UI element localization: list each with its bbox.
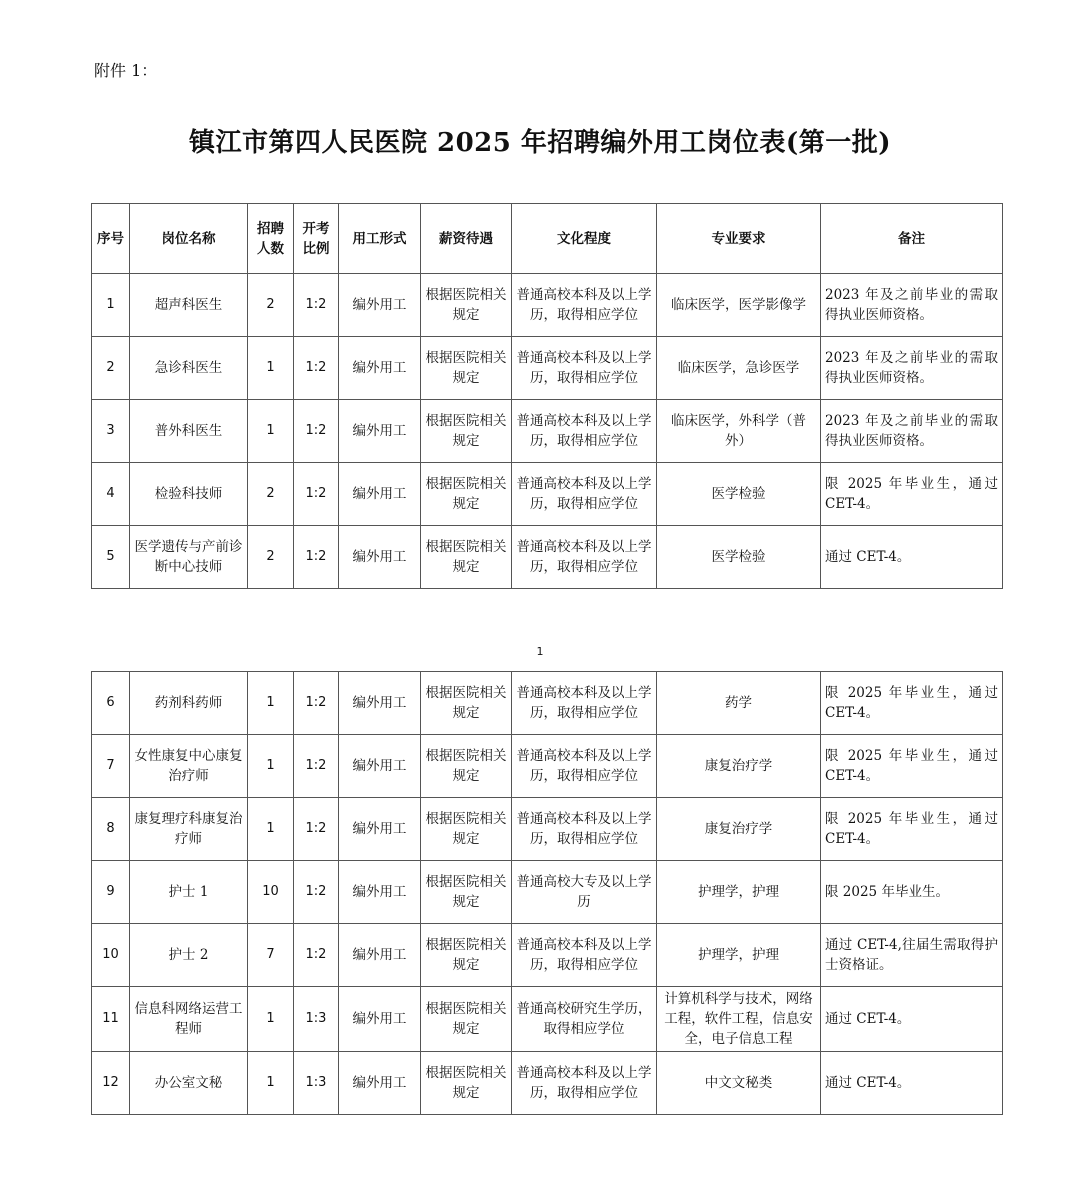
cell-position: 检验科技师	[130, 463, 248, 526]
col-header-notes: 备注	[821, 204, 1003, 274]
cell-employment-form: 编外用工	[339, 924, 421, 987]
cell-employment-form: 编外用工	[339, 1052, 421, 1115]
col-header-education: 文化程度	[512, 204, 657, 274]
cell-ratio: 1:2	[294, 924, 339, 987]
cell-major: 临床医学，外科学（普外）	[657, 400, 821, 463]
cell-no: 9	[92, 861, 130, 924]
table-row	[92, 463, 1003, 526]
table-row	[92, 672, 1003, 735]
cell-ratio: 1:2	[294, 337, 339, 400]
cell-no: 12	[92, 1052, 130, 1115]
cell-count: 1	[248, 337, 294, 400]
cell-count: 1	[248, 1052, 294, 1115]
cell-education: 普通高校本科及以上学历，取得相应学位	[512, 924, 657, 987]
cell-major: 医学检验	[657, 463, 821, 526]
col-header-salary: 薪资待遇	[421, 204, 512, 274]
cell-position: 护士 2	[130, 924, 248, 987]
cell-count: 1	[248, 798, 294, 861]
cell-employment-form: 编外用工	[339, 463, 421, 526]
cell-no: 3	[92, 400, 130, 463]
cell-employment-form: 编外用工	[339, 735, 421, 798]
cell-no: 5	[92, 526, 130, 589]
cell-notes: 限 2025 年毕业生。	[821, 861, 1003, 924]
cell-no: 7	[92, 735, 130, 798]
cell-major: 临床医学，医学影像学	[657, 274, 821, 337]
cell-salary: 根据医院相关规定	[421, 400, 512, 463]
cell-ratio: 1:2	[294, 526, 339, 589]
cell-position: 普外科医生	[130, 400, 248, 463]
cell-employment-form: 编外用工	[339, 861, 421, 924]
col-header-ratio: 开考比例	[294, 204, 339, 274]
cell-education: 普通高校本科及以上学历，取得相应学位	[512, 735, 657, 798]
cell-ratio: 1:2	[294, 798, 339, 861]
cell-education: 普通高校本科及以上学历，取得相应学位	[512, 400, 657, 463]
col-header-count: 招聘人数	[248, 204, 294, 274]
table-row	[92, 987, 1003, 1052]
cell-notes: 通过 CET-4,往届生需取得护士资格证。	[821, 924, 1003, 987]
table-row	[92, 337, 1003, 400]
cell-education: 普通高校大专及以上学历	[512, 861, 657, 924]
cell-count: 10	[248, 861, 294, 924]
cell-employment-form: 编外用工	[339, 798, 421, 861]
cell-no: 8	[92, 798, 130, 861]
cell-education: 普通高校本科及以上学历，取得相应学位	[512, 463, 657, 526]
col-header-employment-form: 用工形式	[339, 204, 421, 274]
cell-ratio: 1:2	[294, 735, 339, 798]
attachment-label: 附件 1：	[94, 61, 158, 80]
table-row	[92, 274, 1003, 337]
cell-salary: 根据医院相关规定	[421, 798, 512, 861]
cell-ratio: 1:2	[294, 463, 339, 526]
cell-major: 计算机科学与技术，网络工程，软件工程，信息安全，电子信息工程	[657, 987, 821, 1052]
cell-ratio: 1:2	[294, 400, 339, 463]
cell-count: 1	[248, 400, 294, 463]
cell-salary: 根据医院相关规定	[421, 735, 512, 798]
cell-employment-form: 编外用工	[339, 274, 421, 337]
cell-salary: 根据医院相关规定	[421, 861, 512, 924]
cell-ratio: 1:3	[294, 987, 339, 1052]
table-row	[92, 798, 1003, 861]
cell-no: 10	[92, 924, 130, 987]
cell-position: 信息科网络运营工程师	[130, 987, 248, 1052]
cell-ratio: 1:2	[294, 861, 339, 924]
cell-education: 普通高校本科及以上学历，取得相应学位	[512, 274, 657, 337]
cell-employment-form: 编外用工	[339, 337, 421, 400]
cell-major: 药学	[657, 672, 821, 735]
cell-notes: 2023 年及之前毕业的需取得执业医师资格。	[821, 337, 1003, 400]
cell-education: 普通高校研究生学历，取得相应学位	[512, 987, 657, 1052]
cell-notes: 通过 CET-4。	[821, 526, 1003, 589]
cell-major: 临床医学，急诊医学	[657, 337, 821, 400]
cell-position: 超声科医生	[130, 274, 248, 337]
table-row	[92, 735, 1003, 798]
col-header-major: 专业要求	[657, 204, 821, 274]
table-row	[92, 861, 1003, 924]
cell-count: 1	[248, 987, 294, 1052]
cell-major: 护理学，护理	[657, 924, 821, 987]
cell-count: 1	[248, 672, 294, 735]
cell-major: 康复治疗学	[657, 798, 821, 861]
cell-notes: 2023 年及之前毕业的需取得执业医师资格。	[821, 274, 1003, 337]
cell-position: 女性康复中心康复治疗师	[130, 735, 248, 798]
cell-count: 7	[248, 924, 294, 987]
cell-no: 1	[92, 274, 130, 337]
cell-position: 护士 1	[130, 861, 248, 924]
cell-no: 6	[92, 672, 130, 735]
table-row	[92, 400, 1003, 463]
cell-education: 普通高校本科及以上学历，取得相应学位	[512, 672, 657, 735]
cell-position: 医学遗传与产前诊断中心技师	[130, 526, 248, 589]
cell-ratio: 1:2	[294, 274, 339, 337]
cell-notes: 限 2025 年毕业生，通过 CET-4。	[821, 798, 1003, 861]
cell-position: 康复理疗科康复治疗师	[130, 798, 248, 861]
cell-major: 医学检验	[657, 526, 821, 589]
cell-salary: 根据医院相关规定	[421, 463, 512, 526]
cell-employment-form: 编外用工	[339, 672, 421, 735]
col-header-position: 岗位名称	[130, 204, 248, 274]
cell-employment-form: 编外用工	[339, 526, 421, 589]
cell-count: 2	[248, 274, 294, 337]
page-title: 镇江市第四人民医院 2025 年招聘编外用工岗位表(第一批)	[188, 128, 892, 158]
cell-major: 康复治疗学	[657, 735, 821, 798]
cell-education: 普通高校本科及以上学历，取得相应学位	[512, 337, 657, 400]
cell-position: 急诊科医生	[130, 337, 248, 400]
cell-education: 普通高校本科及以上学历，取得相应学位	[512, 526, 657, 589]
table-row	[92, 1052, 1003, 1115]
positions-table-page1	[91, 203, 1003, 589]
cell-salary: 根据医院相关规定	[421, 1052, 512, 1115]
cell-ratio: 1:3	[294, 1052, 339, 1115]
cell-notes: 通过 CET-4。	[821, 1052, 1003, 1115]
page-number: 1	[536, 645, 544, 658]
table-row	[92, 526, 1003, 589]
cell-no: 2	[92, 337, 130, 400]
cell-salary: 根据医院相关规定	[421, 924, 512, 987]
positions-table-page2	[91, 671, 1003, 1115]
cell-ratio: 1:2	[294, 672, 339, 735]
cell-education: 普通高校本科及以上学历，取得相应学位	[512, 1052, 657, 1115]
cell-notes: 限 2025 年毕业生，通过 CET-4。	[821, 463, 1003, 526]
cell-notes: 2023 年及之前毕业的需取得执业医师资格。	[821, 400, 1003, 463]
cell-notes: 通过 CET-4。	[821, 987, 1003, 1052]
cell-notes: 限 2025 年毕业生，通过 CET-4。	[821, 735, 1003, 798]
cell-position: 药剂科药师	[130, 672, 248, 735]
cell-count: 2	[248, 526, 294, 589]
cell-salary: 根据医院相关规定	[421, 526, 512, 589]
table-header-row	[92, 204, 1003, 274]
cell-salary: 根据医院相关规定	[421, 672, 512, 735]
cell-salary: 根据医院相关规定	[421, 274, 512, 337]
cell-no: 4	[92, 463, 130, 526]
cell-count: 2	[248, 463, 294, 526]
cell-employment-form: 编外用工	[339, 987, 421, 1052]
cell-no: 11	[92, 987, 130, 1052]
table-row	[92, 924, 1003, 987]
cell-major: 护理学，护理	[657, 861, 821, 924]
cell-position: 办公室文秘	[130, 1052, 248, 1115]
cell-notes: 限 2025 年毕业生，通过 CET-4。	[821, 672, 1003, 735]
cell-count: 1	[248, 735, 294, 798]
cell-salary: 根据医院相关规定	[421, 987, 512, 1052]
cell-employment-form: 编外用工	[339, 400, 421, 463]
col-header-no: 序号	[92, 204, 130, 274]
cell-education: 普通高校本科及以上学历，取得相应学位	[512, 798, 657, 861]
cell-salary: 根据医院相关规定	[421, 337, 512, 400]
cell-major: 中文文秘类	[657, 1052, 821, 1115]
